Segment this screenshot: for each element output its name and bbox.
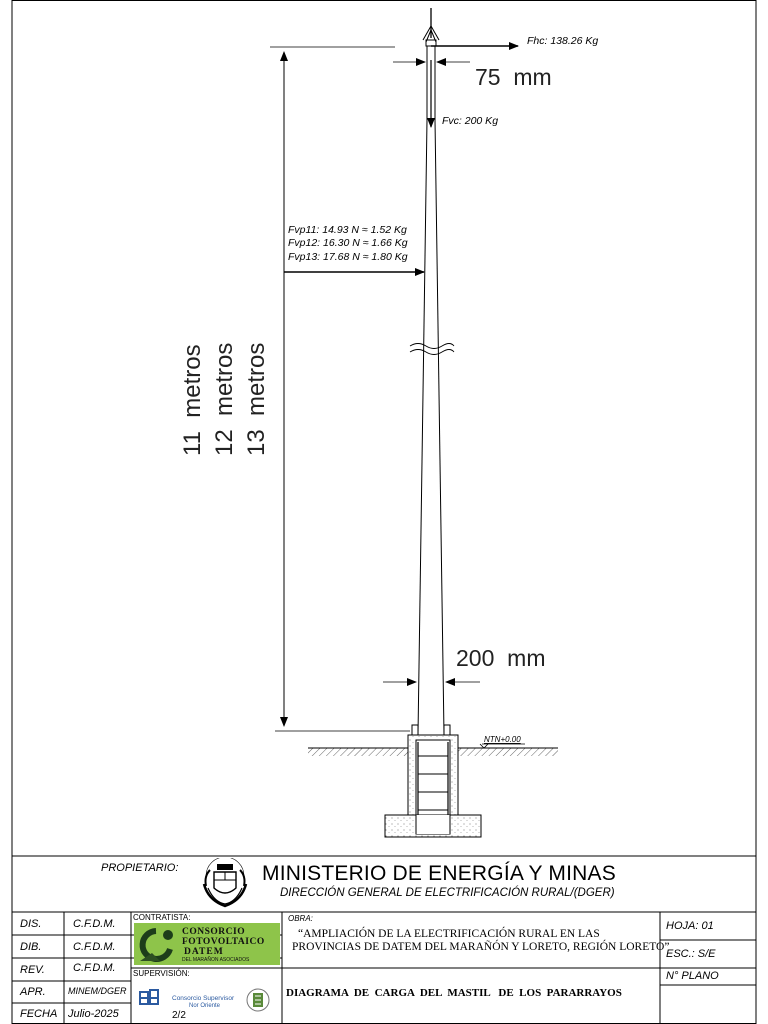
building-icon <box>246 987 270 1013</box>
height-13-label: 13 metros <box>243 342 270 456</box>
drawing-title: DIAGRAMA DE CARGA DEL MASTIL DE LOS PARARRAYOS <box>286 987 622 999</box>
page-fraction: 2/2 <box>172 1010 186 1021</box>
obra-title-line1: “AMPLIACIÓN DE LA ELECTRIFICACIÓN RURAL EN LAS <box>298 928 600 940</box>
plan-number-label: N° PLANO <box>666 970 719 982</box>
row-dis-value: C.F.D.M. <box>73 918 116 930</box>
supervisor-logo-line2: Nor Oriente <box>189 1003 221 1009</box>
fhc-label: Fhc: 138.26 Kg <box>527 35 599 47</box>
peru-coat-of-arms-icon <box>200 858 250 910</box>
sheet-number: HOJA: 01 <box>666 920 714 932</box>
fvp11-label: Fvp11: 14.93 N ≈ 1.52 Kg <box>288 224 407 236</box>
row-fecha-label: FECHA <box>20 1008 58 1020</box>
ground-level-label: NTN+0.00 <box>484 735 521 744</box>
obra-label: OBRA: <box>288 914 313 923</box>
top-diameter-label: 75 mm <box>475 64 552 90</box>
height-dimension <box>270 47 410 731</box>
row-rev-label: REV. <box>20 964 45 976</box>
owner-label: PROPIETARIO: <box>101 862 179 874</box>
contratista-label: CONTRATISTA: <box>133 913 191 922</box>
row-dis-label: DIS. <box>20 918 42 930</box>
supervisor-logo-icon <box>138 988 162 1010</box>
fvp13-label: Fvp13: 17.68 N ≈ 1.80 Kg <box>288 251 408 263</box>
height-12-label: 12 metros <box>211 342 238 456</box>
ministry-name: MINISTERIO DE ENERGÍA Y MINAS <box>262 862 616 885</box>
obra-title-line2: PROVINCIAS DE DATEM DEL MARAÑÓN Y LORETO, REGIÓN LORETO” <box>292 941 670 953</box>
fvp12-label: Fvp12: 16.30 N ≈ 1.66 Kg <box>288 237 408 249</box>
fvc-label: Fvc: 200 Kg <box>442 115 499 127</box>
directorate-name: DIRECCIÓN GENERAL DE ELECTRIFICACIÓN RURAL/(DGER) <box>280 887 615 899</box>
base-diameter-label: 200 mm <box>456 645 546 671</box>
scale: ESC.: S/E <box>666 948 716 960</box>
row-rev-value: C.F.D.M. <box>73 962 116 974</box>
supervisor-logo-line1: Consorcio Supervisor <box>172 995 235 1002</box>
row-dib-label: DIB. <box>20 941 42 953</box>
row-apr-value: MINEM/DGER <box>68 986 127 996</box>
contractor-logo-icon <box>138 927 178 963</box>
height-11-label: 11 metros <box>179 344 206 456</box>
row-apr-label: APR. <box>20 986 46 998</box>
row-fecha-value: Julio-2025 <box>68 1008 119 1020</box>
supervision-label: SUPERVISIÓN: <box>133 969 190 978</box>
contractor-logo-line1: CONSORCIO <box>182 927 246 937</box>
contractor-logo-line2: FOTOVOLTAICO <box>182 937 265 947</box>
contractor-logo-line3: DATEM <box>184 947 224 957</box>
row-dib-value: C.F.D.M. <box>73 941 116 953</box>
contractor-logo-line4: DEL MARAÑON ASOCIADOS <box>182 957 250 963</box>
contractor-logo <box>134 923 280 965</box>
